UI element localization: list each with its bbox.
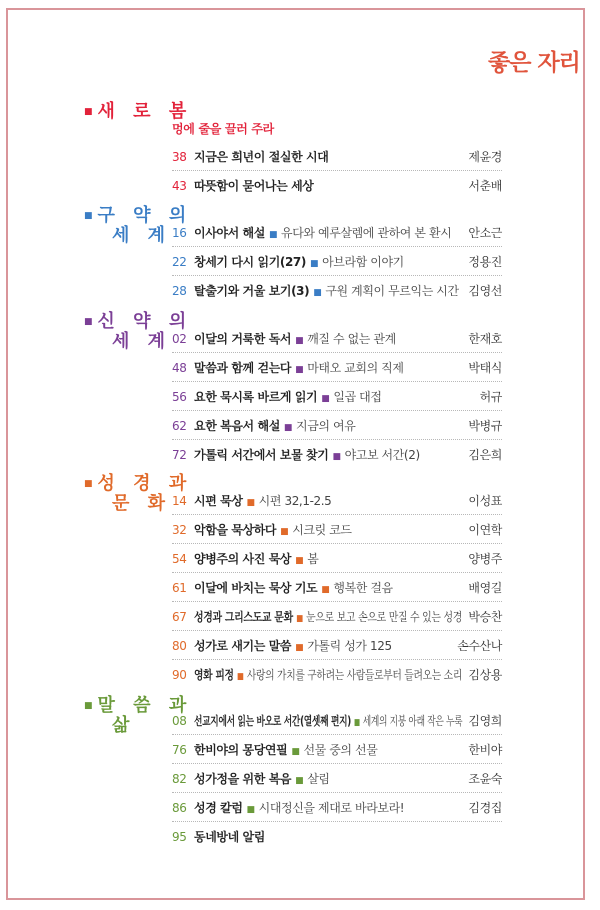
page-number: 32 xyxy=(172,523,187,537)
entry-title: 이사야서 해설 xyxy=(194,226,265,240)
toc-entry[interactable] xyxy=(172,224,502,242)
entry-author: 김영선 xyxy=(468,284,502,298)
toc-entry[interactable] xyxy=(172,148,502,166)
entry-divider xyxy=(172,572,502,573)
square-separator-icon: ■ xyxy=(313,288,322,298)
square-separator-icon: ■ xyxy=(295,643,304,653)
square-separator-icon: ■ xyxy=(321,394,330,404)
page-number: 22 xyxy=(172,255,187,269)
entry-divider xyxy=(172,630,502,631)
entry-title: 성경 칼럼 xyxy=(194,801,243,815)
page-number: 02 xyxy=(172,332,187,346)
entry-author: 손수산나 xyxy=(457,639,502,653)
square-separator-icon: ■ xyxy=(296,614,303,624)
entry-divider xyxy=(172,734,502,735)
square-separator-icon: ■ xyxy=(236,672,244,682)
entry-title: 가톨릭 서간에서 보물 찾기 xyxy=(194,448,329,462)
entry-author: 허규 xyxy=(479,390,502,404)
page-number: 82 xyxy=(172,772,187,786)
entry-divider xyxy=(172,439,502,440)
entry-divider xyxy=(172,246,502,247)
entry-author: 제윤경 xyxy=(468,150,502,164)
page-number: 48 xyxy=(172,361,187,375)
section-title-line1: 구 약 의 xyxy=(97,205,193,226)
square-separator-icon: ■ xyxy=(295,336,304,346)
entry-title: 요한 묵시록 바르게 읽기 xyxy=(194,390,318,404)
entry-title: 따뜻함이 묻어나는 세상 xyxy=(194,179,314,193)
entry-author: 박태식 xyxy=(468,361,502,375)
entry-title: 영화 피정 xyxy=(194,668,234,682)
toc-entry[interactable] xyxy=(172,741,502,759)
entry-description: 세계의 지붕 아래 작은 누룩 xyxy=(362,714,463,728)
square-bullet-icon: ■ xyxy=(84,479,93,489)
toc-entry[interactable] xyxy=(172,282,502,300)
page-number: 67 xyxy=(172,610,187,624)
entry-description: 시대정신을 제대로 바라보라! xyxy=(258,801,405,815)
entry-description: 마태오 교회의 직제 xyxy=(307,361,404,375)
square-bullet-icon: ■ xyxy=(84,701,93,711)
page-number: 54 xyxy=(172,552,187,566)
entry-description: 사랑의 가치를 구하려는 사람들로부터 들려오는 소리 xyxy=(246,668,462,682)
page-number: 90 xyxy=(172,668,187,682)
toc-entry[interactable] xyxy=(172,177,502,195)
entry-title: 요한 복음서 해설 xyxy=(194,419,280,433)
entry-author: 박병규 xyxy=(468,419,502,433)
page-number: 28 xyxy=(172,284,187,298)
section-title-line1: 말 씀 과 xyxy=(97,695,193,716)
page-number: 61 xyxy=(172,581,187,595)
page-number: 62 xyxy=(172,419,187,433)
toc-entry[interactable] xyxy=(172,253,502,271)
entry-title: 시편 묵상 xyxy=(194,494,243,508)
page-number: 86 xyxy=(172,801,187,815)
page-number: 43 xyxy=(172,179,187,193)
entry-divider xyxy=(172,543,502,544)
entry-description: 가톨릭 성가 125 xyxy=(307,639,392,653)
entry-description: 일곱 대접 xyxy=(333,390,382,404)
section-title-line2: 문 화 xyxy=(112,493,172,514)
square-separator-icon: ■ xyxy=(332,452,341,462)
toc-entry[interactable] xyxy=(172,637,502,655)
entry-title: 지금은 희년이 절실한 시대 xyxy=(194,150,329,164)
entry-divider xyxy=(172,352,502,353)
entry-author: 박승찬 xyxy=(468,610,502,624)
entry-description: 선물 중의 선물 xyxy=(303,743,378,757)
entry-title: 악함을 묵상하다 xyxy=(194,523,277,537)
entry-description: 시크릿 코드 xyxy=(292,523,352,537)
entry-description: 봄 xyxy=(307,552,319,566)
entry-description: 야고보 서간(2) xyxy=(344,448,420,462)
entry-title: 성경과 그리스도교 문화 xyxy=(194,610,293,624)
entry-title: 말씀과 함께 걷는다 xyxy=(194,361,292,375)
toc-entry[interactable] xyxy=(172,492,502,510)
toc-entry[interactable] xyxy=(172,579,502,597)
section-title-line2: 세 계 xyxy=(112,225,172,246)
entry-author: 이성표 xyxy=(468,494,502,508)
square-separator-icon: ■ xyxy=(353,718,360,728)
entry-description: 눈으로 보고 손으로 만질 수 있는 성경 xyxy=(306,610,462,624)
toc-entry[interactable] xyxy=(172,521,502,539)
section-title-line1: 신 약 의 xyxy=(97,311,193,332)
entry-author: 양병주 xyxy=(468,552,502,566)
entry-author: 김영희 xyxy=(468,714,502,728)
entry-author: 조윤숙 xyxy=(468,772,502,786)
entry-divider xyxy=(172,514,502,515)
entry-author: 한비야 xyxy=(468,743,502,757)
section-title-line1: 성 경 과 xyxy=(97,473,193,494)
page-number: 38 xyxy=(172,150,187,164)
toc-entry[interactable] xyxy=(172,666,502,684)
magazine-logo: 좋은 자리 xyxy=(488,50,580,76)
toc-entry[interactable] xyxy=(172,446,502,464)
entry-description: 살림 xyxy=(307,772,330,786)
page-number: 72 xyxy=(172,448,187,462)
toc-entry[interactable] xyxy=(172,550,502,568)
square-bullet-icon: ■ xyxy=(84,317,93,327)
entry-description: 구원 계획이 무르익는 시간 xyxy=(325,284,459,298)
entry-title: 성가정을 위한 복음 xyxy=(194,772,292,786)
entry-author: 김은희 xyxy=(468,448,502,462)
toc-entry[interactable] xyxy=(172,608,502,626)
square-bullet-icon: ■ xyxy=(84,107,93,117)
section-title-line2: 삶 xyxy=(112,715,136,736)
toc-entry[interactable] xyxy=(172,388,502,406)
entry-divider xyxy=(172,763,502,764)
page-number: 16 xyxy=(172,226,187,240)
square-separator-icon: ■ xyxy=(321,585,330,595)
entry-description: 지금의 여유 xyxy=(296,419,356,433)
section-title xyxy=(84,102,192,122)
entry-divider xyxy=(172,821,502,822)
entry-title: 선교지에서 읽는 바오로 서간(열셋째 편지) xyxy=(194,714,351,728)
entry-divider xyxy=(172,601,502,602)
entry-title: 양병주의 사진 묵상 xyxy=(194,552,292,566)
entry-title: 이달에 바치는 묵상 기도 xyxy=(194,581,318,595)
entry-divider xyxy=(172,381,502,382)
entry-title: 동네방네 알림 xyxy=(194,830,265,844)
entry-title: 한비야의 몽당연필 xyxy=(194,743,288,757)
square-separator-icon: ■ xyxy=(295,556,304,566)
page-number: 95 xyxy=(172,830,187,844)
entry-description: 유다와 예루살렘에 관하여 본 환시 xyxy=(281,226,452,240)
entry-description: 행복한 걸음 xyxy=(333,581,393,595)
entry-author: 한재호 xyxy=(468,332,502,346)
toc-entry[interactable] xyxy=(172,359,502,377)
square-separator-icon: ■ xyxy=(291,747,300,757)
page-number: 08 xyxy=(172,714,187,728)
entry-author: 안소근 xyxy=(468,226,502,240)
page-number: 14 xyxy=(172,494,187,508)
square-bullet-icon: ■ xyxy=(84,211,93,221)
entry-divider xyxy=(172,275,502,276)
entry-divider xyxy=(172,792,502,793)
toc-entry[interactable] xyxy=(172,330,502,348)
entry-author: 김경집 xyxy=(468,801,502,815)
entry-title: 성가로 새기는 말씀 xyxy=(194,639,292,653)
entry-author: 배영길 xyxy=(468,581,502,595)
toc-entry[interactable] xyxy=(172,828,502,846)
entry-description: 깨질 수 없는 관계 xyxy=(307,332,396,346)
entry-author: 김상용 xyxy=(468,668,502,682)
toc-entry[interactable] xyxy=(172,417,502,435)
entry-description: 아브라함 이야기 xyxy=(322,255,404,269)
square-separator-icon: ■ xyxy=(309,259,319,269)
toc-entry[interactable] xyxy=(172,770,502,788)
entry-author: 정용진 xyxy=(468,255,502,269)
square-separator-icon: ■ xyxy=(268,230,278,240)
section-subtitle: 멍에 줄을 끌러 주라 xyxy=(172,122,274,136)
square-separator-icon: ■ xyxy=(246,805,255,815)
square-separator-icon: ■ xyxy=(246,498,255,508)
entry-divider xyxy=(172,659,502,660)
section-title-line1: 새 로 봄 xyxy=(97,101,193,122)
page-number: 56 xyxy=(172,390,187,404)
entry-divider xyxy=(172,170,502,171)
square-separator-icon: ■ xyxy=(280,527,289,537)
square-separator-icon: ■ xyxy=(283,423,293,433)
entry-title: 창세기 다시 읽기(27) xyxy=(194,255,306,269)
entry-author: 이연학 xyxy=(468,523,502,537)
toc-entry[interactable] xyxy=(172,799,502,817)
entry-author: 서춘배 xyxy=(468,179,502,193)
page-number: 76 xyxy=(172,743,187,757)
entry-title: 탈출기와 거울 보기(3) xyxy=(194,284,310,298)
section-title-line2: 세 계 xyxy=(112,331,172,352)
square-separator-icon: ■ xyxy=(295,365,304,375)
toc-entry[interactable] xyxy=(172,712,502,730)
entry-description: 시편 32,1-2.5 xyxy=(258,494,332,508)
square-separator-icon: ■ xyxy=(295,776,304,786)
entry-title: 이달의 거룩한 독서 xyxy=(194,332,292,346)
page-number: 80 xyxy=(172,639,187,653)
entry-divider xyxy=(172,410,502,411)
